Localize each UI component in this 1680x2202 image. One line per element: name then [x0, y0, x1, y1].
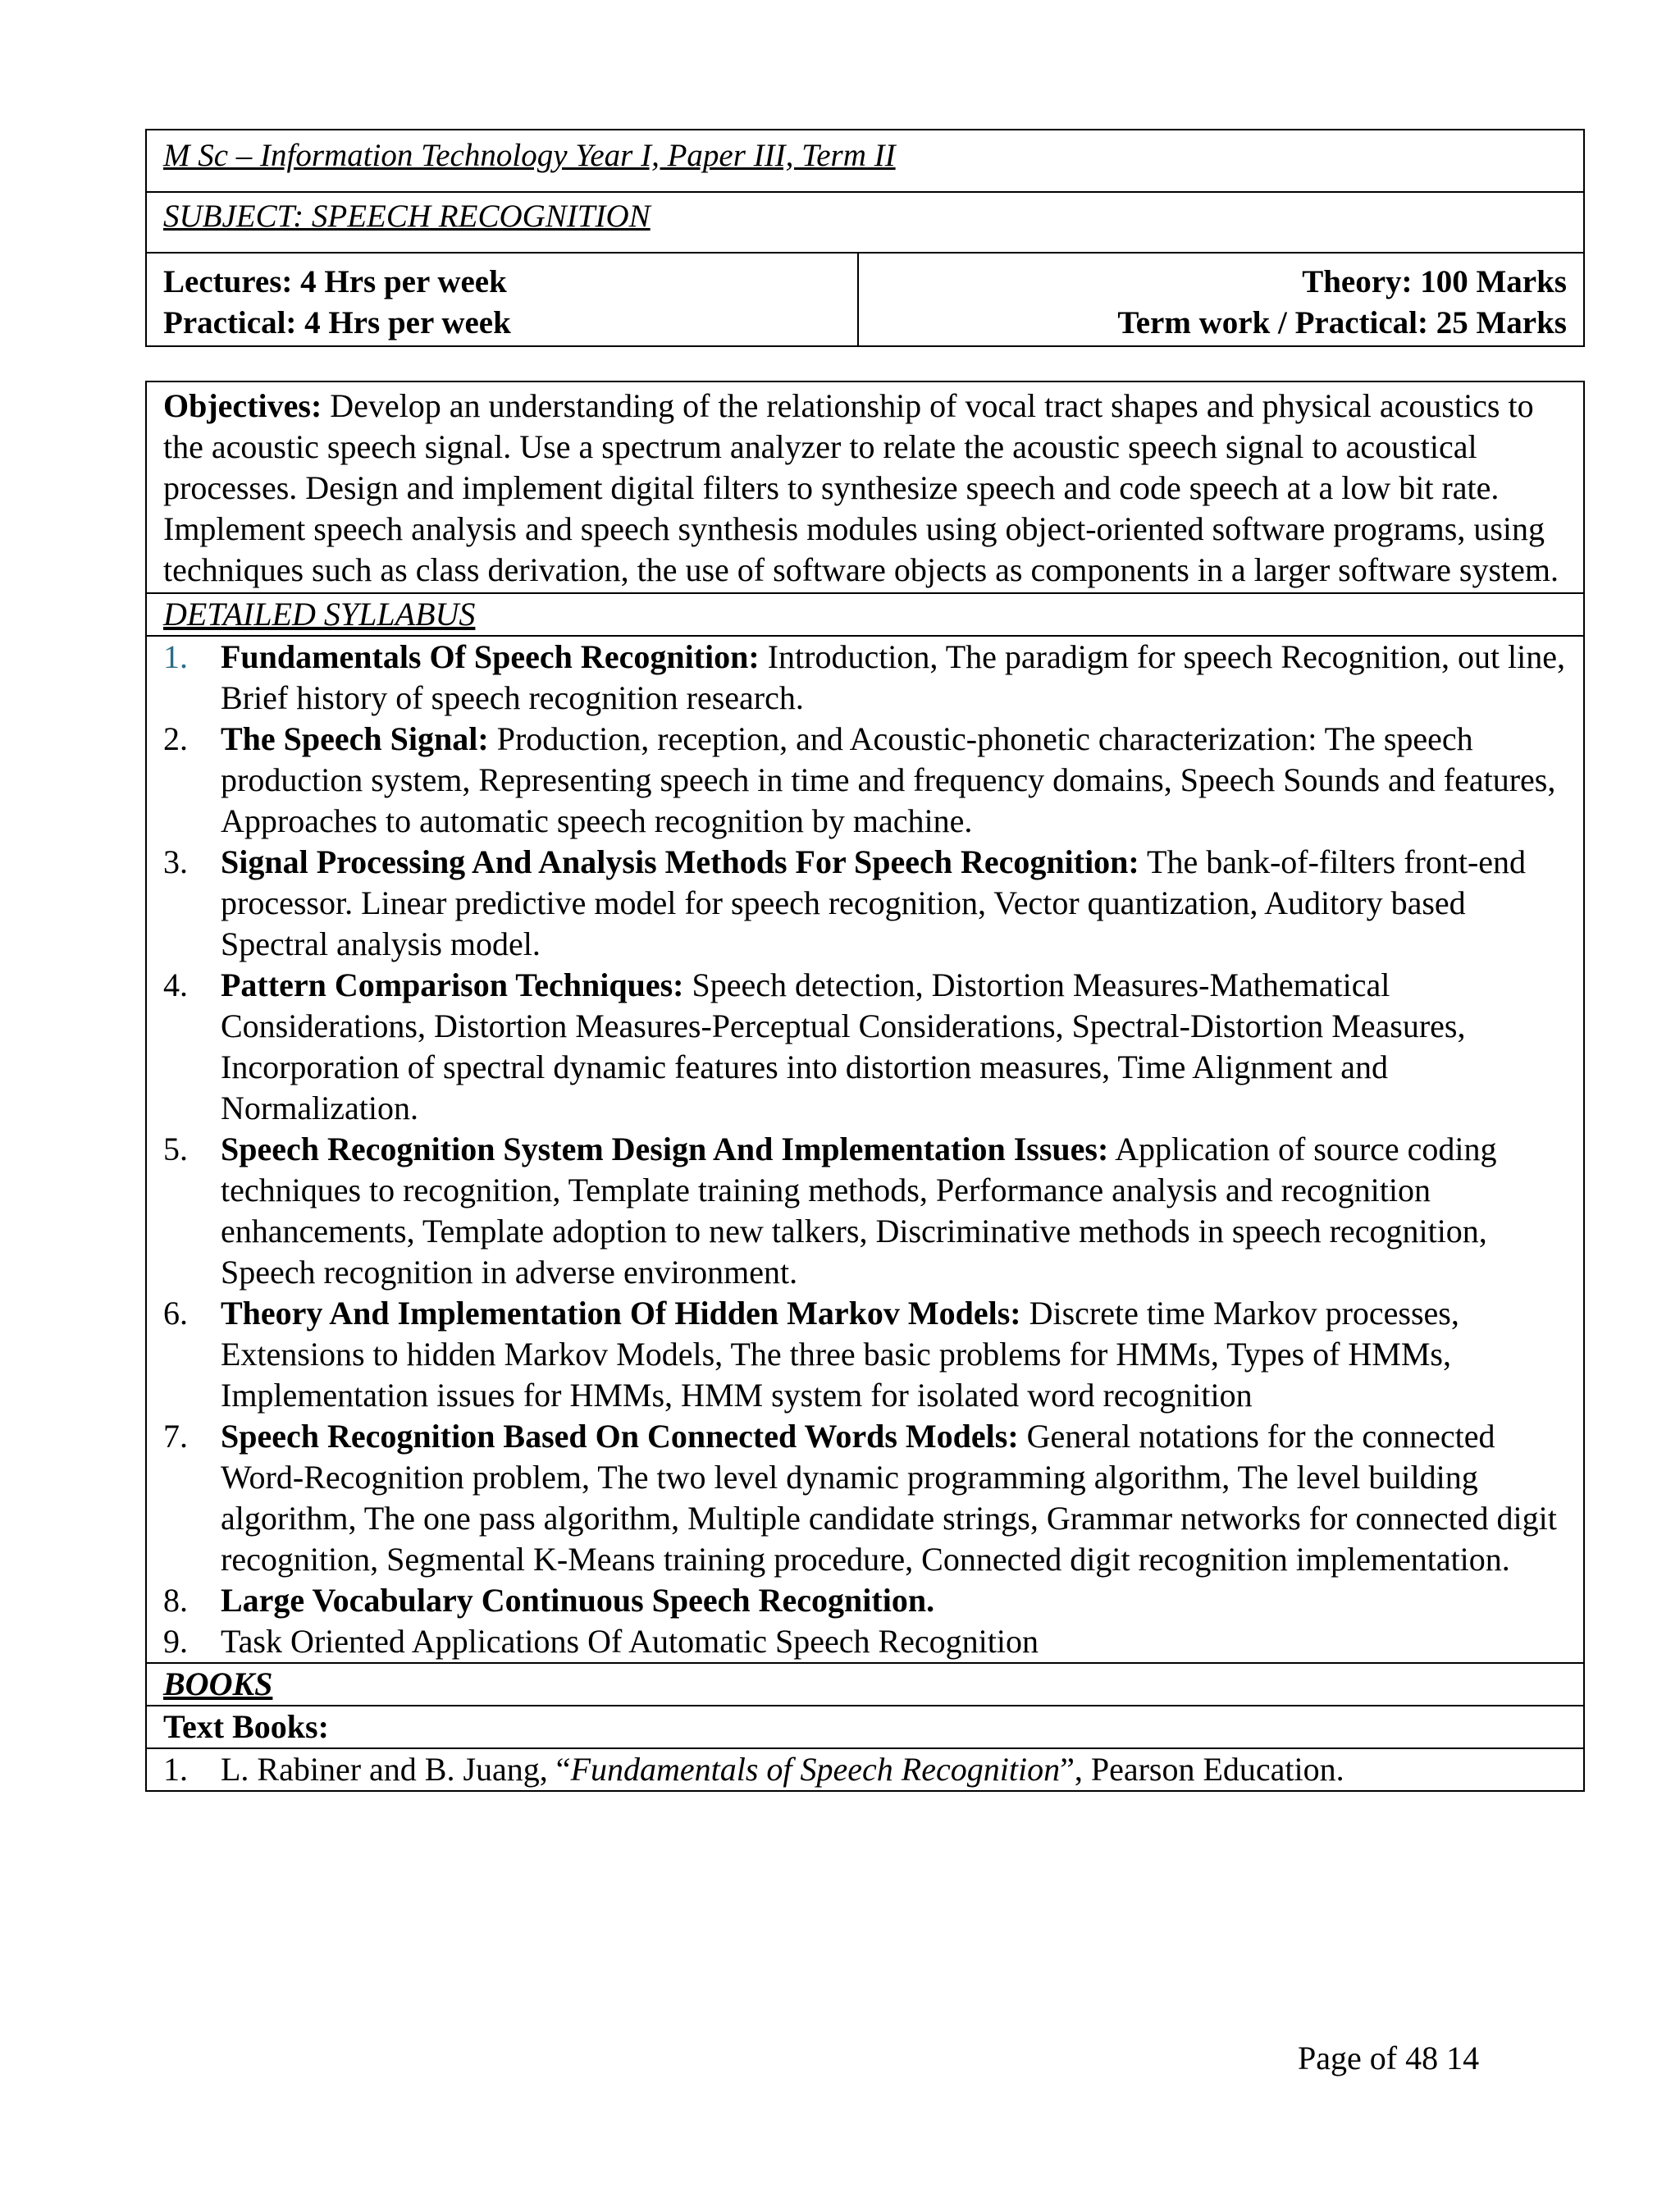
program-title — [146, 130, 1584, 192]
item-text: Discrete time Markov processes, Extensions to hidden Markov Models, The three basic problems for HMMs, Types of HMMs, Implementation issues for HMMs, HMM system for isolated word recognition — [221, 1295, 1459, 1414]
list-item — [163, 1129, 1567, 1293]
item-title: Speech Recognition Based On Connected Words Models: — [221, 1418, 1019, 1455]
item-text: Introduction, The paradigm for speech Recognition, out line, Brief history of speech recognition research. — [221, 638, 1566, 716]
textbook-authors: L. Rabiner and B. Juang, “ — [221, 1751, 571, 1788]
marks-cell — [858, 253, 1584, 346]
list-item — [163, 719, 1567, 842]
list-item — [163, 1749, 1567, 1790]
list-item — [163, 1416, 1567, 1580]
textbook-publisher: ”, Pearson Education. — [1060, 1751, 1344, 1788]
item-title: Fundamentals Of Speech Recognition: — [221, 638, 760, 675]
list-item — [163, 965, 1567, 1129]
syllabus-heading-cell — [146, 593, 1584, 636]
list-item — [163, 1621, 1567, 1662]
objectives-label: Objectives: — [163, 387, 322, 424]
item-number: 8. — [163, 1582, 188, 1619]
item-title: Theory And Implementation Of Hidden Markov Models: — [221, 1295, 1021, 1332]
header-table — [145, 129, 1585, 347]
item-title: Signal Processing And Analysis Methods For Speech Recognition: — [221, 843, 1139, 880]
item-number: 9. — [163, 1623, 188, 1660]
item-title: Speech Recognition System Design And Implementation Issues: — [221, 1131, 1109, 1167]
item-number: 6. — [163, 1295, 188, 1332]
list-item — [163, 1293, 1567, 1416]
item-number: 3. — [163, 843, 188, 880]
syllabus-heading: DETAILED SYLLABUS — [163, 596, 476, 633]
practical-hours: Practical: 4 Hrs per week — [163, 305, 511, 340]
item-text: The bank-of-filters front-end processor. Linear predictive model for speech recognition, Vector quantization, Auditory based Spectral analysis model. — [221, 843, 1527, 962]
textbook-title: Fundamentals of Speech Recognition — [570, 1751, 1061, 1788]
item-text: Application of source coding techniques to recognition, Template training methods, Performance analysis and recognition enhancements, Template adoption to new talkers, Discriminative methods in speech recognition, Speech recognition in adverse environment. — [221, 1131, 1497, 1291]
textbook-number: 1. — [163, 1751, 188, 1788]
books-heading-cell — [146, 1663, 1584, 1706]
item-text: General notations for the connected Word-Recognition problem, The two level dynamic programming algorithm, The level building algorithm, The one pass algorithm, Multiple candidate strings, Grammar networks for connected digit recognition, Segmental K-Means training procedure, Connected digit recognition implementation. — [221, 1418, 1557, 1578]
page-number: Page of 48 14 — [1298, 2040, 1480, 2076]
syllabus-list-cell — [146, 636, 1584, 1663]
textbook-cell — [146, 1748, 1584, 1791]
textbooks-label: Text Books: — [163, 1708, 329, 1745]
program-title-text: M Sc – Information Technology Year I, Paper III, Term II — [163, 138, 896, 173]
subject-title-text: SUBJECT: SPEECH RECOGNITION — [163, 199, 651, 234]
textbook-list — [163, 1749, 1567, 1790]
item-title: Pattern Comparison Techniques: — [221, 966, 684, 1003]
objectives-cell — [146, 381, 1584, 593]
books-heading: BOOKS — [163, 1665, 273, 1702]
item-text: Task Oriented Applications Of Automatic Speech Recognition — [221, 1623, 1039, 1660]
item-number: 7. — [163, 1418, 188, 1455]
textbooks-label-cell — [146, 1706, 1584, 1748]
termwork-marks: Term work / Practical: 25 Marks — [1117, 305, 1567, 340]
item-number: 2. — [163, 720, 188, 757]
item-title: The Speech Signal: — [221, 720, 489, 757]
item-text: Production, reception, and Acoustic-phonetic characterization: The speech production system, Representing speech in time and frequency domains, Speech Sounds and features, Approaches to automatic speech recognition by machine. — [221, 720, 1556, 839]
list-item — [163, 637, 1567, 719]
list-item — [163, 1580, 1567, 1621]
item-number: 5. — [163, 1131, 188, 1167]
lectures-hours: Lectures: 4 Hrs per week — [163, 264, 507, 299]
objectives-text: Develop an understanding of the relationship of vocal tract shapes and physical acoustics to the acoustic speech signal. Use a spectrum analyzer to relate the acoustic speech signal to acoustical processes. Design and implement digital filters to synthesize speech and code speech at a low bit rate. Implement speech analysis and speech synthesis modules using object-oriented software programs, using techniques such as class derivation, the use of software objects as components in a larger software system. — [163, 387, 1559, 588]
item-title: Large Vocabulary Continuous Speech Recognition. — [221, 1582, 935, 1619]
syllabus-list — [163, 637, 1567, 1662]
item-number: 4. — [163, 966, 188, 1003]
item-text: Speech detection, Distortion Measures-Mathematical Considerations, Distortion Measures-Perceptual Considerations, Spectral-Distortion Measures, Incorporation of spectral dynamic features into distortion measures, Time Alignment and Normalization. — [221, 966, 1466, 1126]
item-number: 1. — [163, 638, 188, 675]
syllabus-table — [145, 381, 1585, 1792]
hours-cell — [146, 253, 858, 346]
theory-marks: Theory: 100 Marks — [1302, 264, 1567, 299]
list-item — [163, 842, 1567, 965]
subject-title — [146, 192, 1584, 253]
